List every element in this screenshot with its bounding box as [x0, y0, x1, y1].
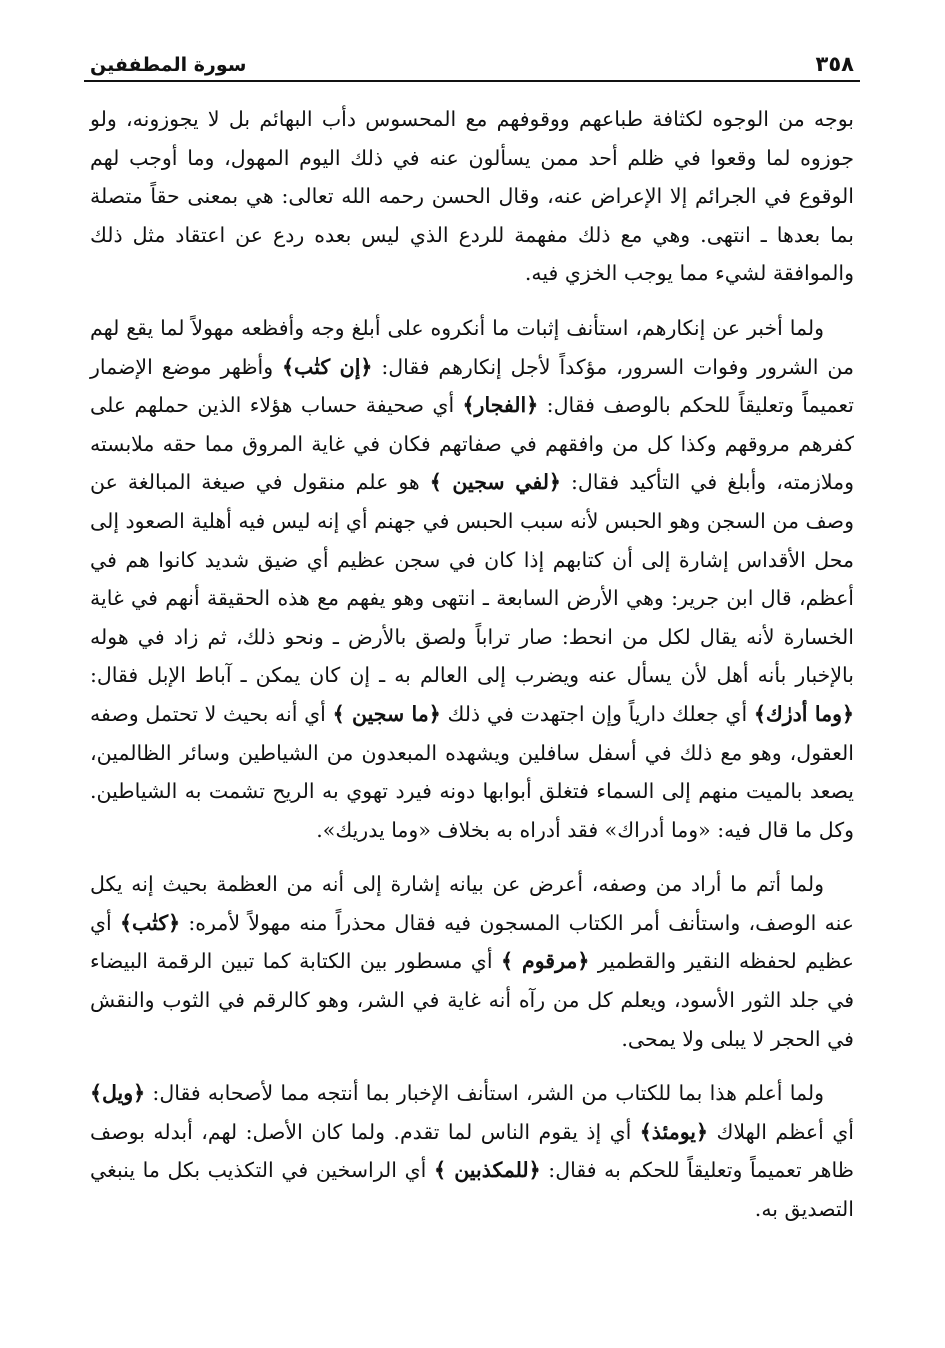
text-segment: أي إذ يقوم الناس لما تقدم. ولما كان الأصل: لهم، أبدله بوصف ظاهر تعميماً وتعليقاً للحكم به فقال: [90, 1119, 855, 1183]
text-segment: أي الراسخين في التكذيب بكل ما ينبغي التصديق به. [90, 1158, 854, 1222]
text-segment: أي أعظم الهلاك [708, 1119, 854, 1144]
text-segment: وأظهر موضع الإضمار تعميماً وتعليقاً للحكم بالوصف فقال: [90, 354, 854, 418]
text-segment: أي مسطور بين الكتابة كما تبين الرقمة البيضاء في جلد الثور الأسود، ويعلم كل من رآه أنه غاية في الشر، وهو كالرقم في الثوب والنقش في الحجر لا يبلى ولا يمحى. [90, 949, 854, 1051]
surah-title: سورة المطففين [90, 54, 247, 76]
text-segment: ولما أعلم هذا بما للكتاب من الشر، استأنف الإخبار بما أنتجه مما لأصحابه فقال: [145, 1081, 824, 1106]
quran-quote: ﴿لفي سجين ﴾ [429, 470, 561, 495]
text-segment: أي صحيفة حساب هؤلاء الذين حملهم على كفرهم مروقهم وكذا كل من وافقهم في صفاتهم فكان في غاية المروق مما حقه ملابسته وملازمته، وأبلغ في التأكيد فقال: [90, 393, 854, 495]
paragraph-4 [84, 1074, 860, 1228]
paragraph-2 [84, 309, 860, 849]
text-segment: أي أنه بحيث لا تحتمل وصفه العقول، وهو مع ذلك في أسفل سافلين ويشهده المبعدون من الشياطين وسائر الظالمين، يصعد بالميت منهم إلى السماء فتغلق أبوابها دونه فيرد تهوي به الريح تشمت به الشياطين. وكل ما قال فيه: «وما أدراك» فقد أدراه به بخلاف «وما يدريك». [90, 701, 854, 842]
quran-quote: ﴿ويل﴾ [90, 1081, 146, 1106]
text-segment: ولما أخبر عن إنكارهم، استأنف إثبات ما أنكروه على أبلغ وجه وأفظعه مهولاً لما يقع لهم من الشرور وفوات السرور، مؤكداً لأجل إنكارهم فقال: [90, 315, 854, 379]
quran-quote: ﴿كتٰب﴾ [120, 910, 181, 935]
text-segment: أي جعلك دارياً وإن اجتهدت في ذلك [440, 701, 754, 726]
quran-quote: ﴿للمكذبين ﴾ [433, 1158, 541, 1183]
text-segment: بوجه من الوجوه لكثافة طباعهم ووقوفهم مع المحسوس دأب البهائم بل لا يجوزونه، ولو جوزوه لما وقعوا في ظلم أحد ممن يسألون عنه في ذلك اليوم المهول، وما أوجب لهم الوقوع في الجرائم إلا الإعراض عنه، وقال الحسن رحمه الله تعالى: هي بمعنى حقاً متصلة بما بعدها ـ انتهى. وهي مع ذلك مفهمة للردع الذي ليس بعده ردع عن اعتقاد مثل ذلك والموافقة لشيء مما يوجب الخزي فيه. [90, 107, 854, 286]
page-header [84, 40, 860, 82]
page-number: ٣٥٨ [815, 52, 854, 76]
quran-quote: ﴿مرقوم ﴾ [500, 949, 590, 974]
paragraph-1 [84, 100, 860, 293]
quran-quote: ﴿الفجار﴾ [462, 393, 539, 418]
text-segment: ولما أتم ما أراد من وصفه، أعرض عن بيانه إشارة إلى أنه من العظمة بحيث إنه يكل عنه الوصف، واستأنف أمر الكتاب المسجون فيه فقال محذراً منه مهولاً لأمره: [90, 872, 854, 935]
quran-quote: ﴿يومئذ﴾ [639, 1119, 709, 1144]
quran-quote: ﴿وما أدرٰك﴾ [753, 701, 854, 726]
quran-quote: ﴿إن كتٰب﴾ [282, 354, 373, 379]
quran-quote: ﴿ما سجين ﴾ [332, 701, 441, 726]
text-segment: هو علم منقول في صيغة المبالغة عن وصف من السجن وهو الحبس لأنه سبب الحبس في جهنم أي إنه ليس فيه أهلية الصعود إلى محل الأقداس إشارة إلى أن كتابهم إذا كان في سجن عظيم أي ضيق شديد كانوا هم في أعظم، قال ابن جرير: وهي الأرض السابعة ـ انتهى وهو يفهم مع هذه الحقيقة أنهم في غاية الخسارة لأنه يقال لكل من انحط: صار تراباً ولصق بالأرض ـ ونحو ذلك، ثم زاد في هوله بالإخبار بأنه أهل لأن يسأل عنه ويضرب إلى العالم به ـ إن كان يمكن ـ آباط الإبل فقال: [90, 470, 854, 688]
page-body [84, 82, 860, 1229]
text-segment: أي عظيم لحفظه النقير والقطمير [90, 910, 854, 974]
paragraph-3 [84, 865, 860, 1058]
book-page [84, 40, 860, 1245]
